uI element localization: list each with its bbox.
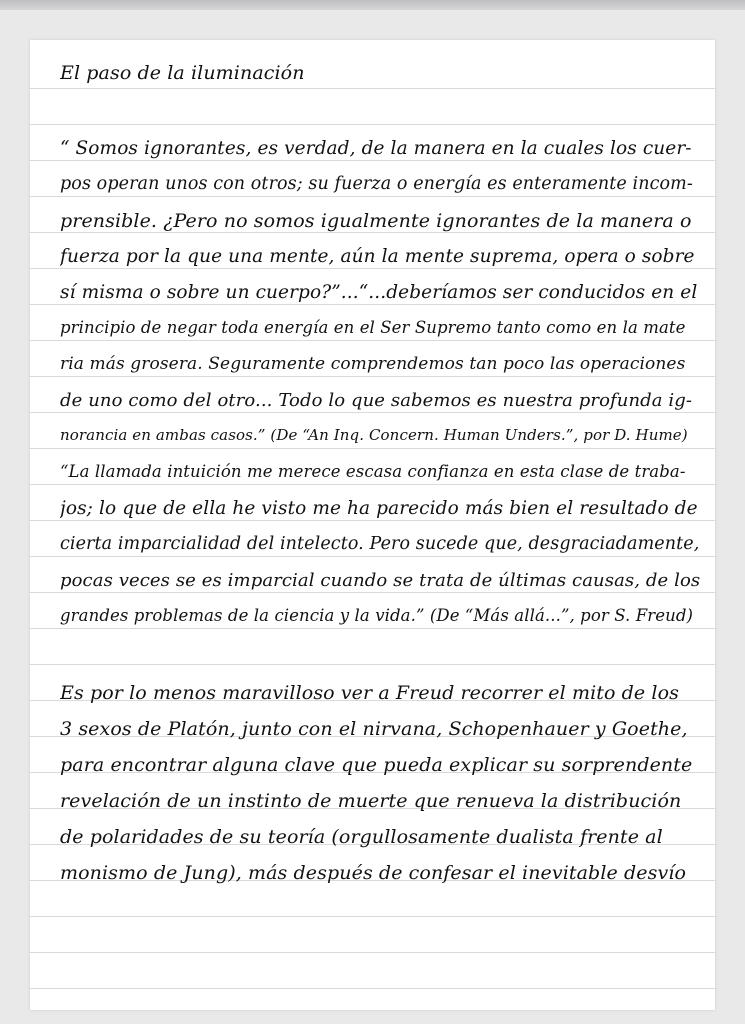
text-line: ria más grosera. Seguramente comprendemos tan poco las operaciones <box>60 354 686 374</box>
text-line: norancia en ambas casos.” (De “An Inq. Concern. Human Unders.”, por D. Hume) <box>60 426 688 444</box>
text-line: pos operan unos con otros; su fuerza o energía es enteramente incom- <box>60 174 693 194</box>
ruled-line <box>30 232 715 233</box>
text-line: grandes problemas de la ciencia y la vida.” (De “Más allá...”, por S. Freud) <box>60 606 694 625</box>
ruled-line <box>30 88 715 89</box>
text-line: sí misma o sobre un cuerpo?”...“...deberíamos ser conducidos en el <box>60 282 698 303</box>
text-line: principio de negar toda energía en el Ser Supremo tanto como en la mate <box>60 318 686 337</box>
ruled-line <box>30 664 715 665</box>
ruled-line <box>30 268 715 269</box>
ruled-line <box>30 412 715 413</box>
ruled-line <box>30 376 715 377</box>
ruled-line <box>30 484 715 485</box>
ruled-line <box>30 556 715 557</box>
ruled-line <box>30 124 715 125</box>
text-line: 3 sexos de Platón, junto con el nirvana, Schopenhauer y Goethe, <box>60 718 688 740</box>
text-line: revelación de un instinto de muerte que renueva la distribución <box>60 790 682 812</box>
text-line: de uno como del otro... Todo lo que sabemos es nuestra profunda ig- <box>60 390 693 411</box>
text-line: para encontrar alguna clave que pueda explicar su sorprendente <box>60 754 693 776</box>
ruled-line <box>30 448 715 449</box>
text-line: pocas veces se es imparcial cuando se trata de últimas causas, de los <box>60 570 700 591</box>
text-line: de polaridades de su teoría (orgullosamente dualista frente al <box>60 826 663 848</box>
ruled-line <box>30 196 715 197</box>
ruled-line <box>30 916 715 917</box>
notebook-page <box>30 40 715 1010</box>
text-line: fuerza por la que una mente, aún la mente suprema, opera o sobre <box>60 246 695 267</box>
ruled-line <box>30 304 715 305</box>
text-line: Es por lo menos maravilloso ver a Freud recorrer el mito de los <box>60 682 679 704</box>
ruled-line <box>30 340 715 341</box>
viewer-top-bar <box>0 0 745 10</box>
text-line: “La llamada intuición me merece escasa confianza en esta clase de traba- <box>60 462 686 481</box>
page-title: El paso de la iluminación <box>60 62 305 84</box>
ruled-line <box>30 628 715 629</box>
text-line: jos; lo que de ella he visto me ha parecido más bien el resultado de <box>60 498 698 519</box>
text-line: cierta imparcialidad del intelecto. Pero sucede que, desgraciadamente, <box>60 534 700 554</box>
ruled-line <box>30 520 715 521</box>
ruled-line <box>30 160 715 161</box>
text-line: prensible. ¿Pero no somos igualmente ignorantes de la manera o <box>60 210 692 232</box>
ruled-line <box>30 952 715 953</box>
ruled-line <box>30 988 715 989</box>
ruled-line <box>30 592 715 593</box>
text-line: “ Somos ignorantes, es verdad, de la manera en la cuales los cuer- <box>60 138 692 159</box>
text-line: monismo de Jung), más después de confesar el inevitable desvío <box>60 862 686 884</box>
